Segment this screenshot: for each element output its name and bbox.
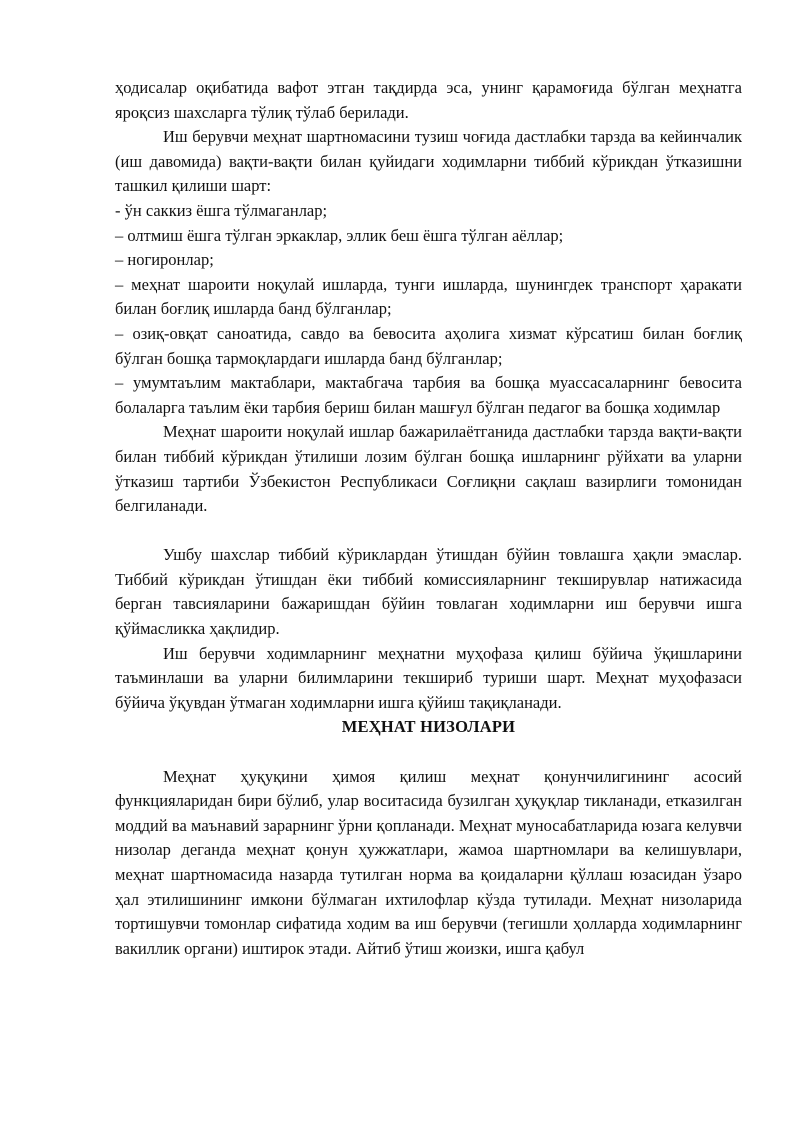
paragraph-gap (115, 740, 742, 765)
section-heading: МЕҲНАТ НИЗОЛАРИ (341, 717, 516, 737)
conditions-paragraph: Меҳнат шароити ноқулай ишлар бажарилаётганида дастлабки тарзда вақти-вақти билан тиббий кўрикдан ўтилиши лозим бўлган бошқа ишларнинг рўйхати ва уларни ўтказиш тартиби Ўзбекистон Республикаси Соғлиқни сақлаш вазирлиги томонидан белгиланади. (115, 422, 742, 516)
paragraph-gap (115, 519, 742, 544)
list-item: – олтмиш ёшга тўлган эркаклар, эллик беш ёшга тўлган аёллар; (115, 225, 564, 245)
refusal-paragraph: Ушбу шахслар тиббий кўриклардан ўтишдан бўйин товлашга ҳақли эмаслар. Тиббий кўрикдан ўтишдан ёки тиббий комиссияларнинг текширувлар натижасида берган тавсияларини бажаришдан бўйин товлаган ходимларни иш берувчи ишга қўймасликка ҳақлидир. (115, 545, 742, 639)
training-paragraph: Иш берувчи ходимларнинг меҳнатни муҳофаза қилиш бўйича ўқишларини таъминлаши ва уларни билимларини текшириб туриши шарт. Меҳнат муҳофазаси бўйича ўқувдан ўтмаган ходимларни ишга қўйиш тақиқланади. (115, 643, 742, 712)
list-item: – ногиронлар; (115, 250, 214, 270)
medical-exam-paragraph: Иш берувчи меҳнат шартномасини тузиш чоғида дастлабки тарзда ва кейинчалик (иш давомида) вақти-вақти билан қуйидаги ходимларни тиббий кўрикдан ўтказишни ташкил қилиши шарт: (115, 127, 742, 196)
intro-paragraph: ҳодисалар оқибатида вафот этган тақдирда эса, унинг қарамоғида бўлган меҳнатга яроқсиз шахсларга тўлиқ тўлаб берилади. (115, 78, 742, 122)
document-body (115, 76, 742, 961)
list-item: – озиқ-овқат саноатида, савдо ва бевосита аҳолига хизмат кўрсатиш билан боғлиқ бўлган бошқа тармоқлардаги ишларда банд бўлганлар; (115, 323, 742, 368)
list-item: - ўн саккиз ёшга тўлмаганлар; (115, 200, 328, 220)
list-item: – умумтаълим мактаблари, мактабгача тарбия ва бошқа муассасаларнинг бевосита болаларга таълим ёки тарбия бериш билан машғул бўлган педагог ва бошқа ходимлар (115, 373, 742, 417)
labor-disputes-paragraph: Меҳнат ҳуқуқини ҳимоя қилиш меҳнат қонунчилигининг асосий функцияларидан бири бўлиб, улар воситасида бузилган ҳуқуқлар тикланади, етказилган моддий ва маънавий зарарнинг ўрни қопланади. Меҳнат муносабатларида юзага келувчи низолар деганда меҳнат қонун ҳужжатлари, жамоа шартномлари ва келишувлари, меҳнат шартномасида назарда тутилган норма ва қоидаларни қўллаш юзасидан ўзаро ҳал этилишининг имкони бўлмаган ихтилофлар кўзда тутилади. Меҳнат низоларида тортишувчи томонлар сифатида ходим ва иш берувчи (тегишли ҳолларда ходимларнинг вакиллик органи) иштирок этади. Айтиб ўтиш жоизки, ишга қабул (115, 766, 742, 958)
list-item: – меҳнат шароити ноқулай ишларда, тунги ишларда, шунингдек транспорт ҳаракати билан боғлиқ ишларда банд бўлганлар; (115, 274, 742, 319)
